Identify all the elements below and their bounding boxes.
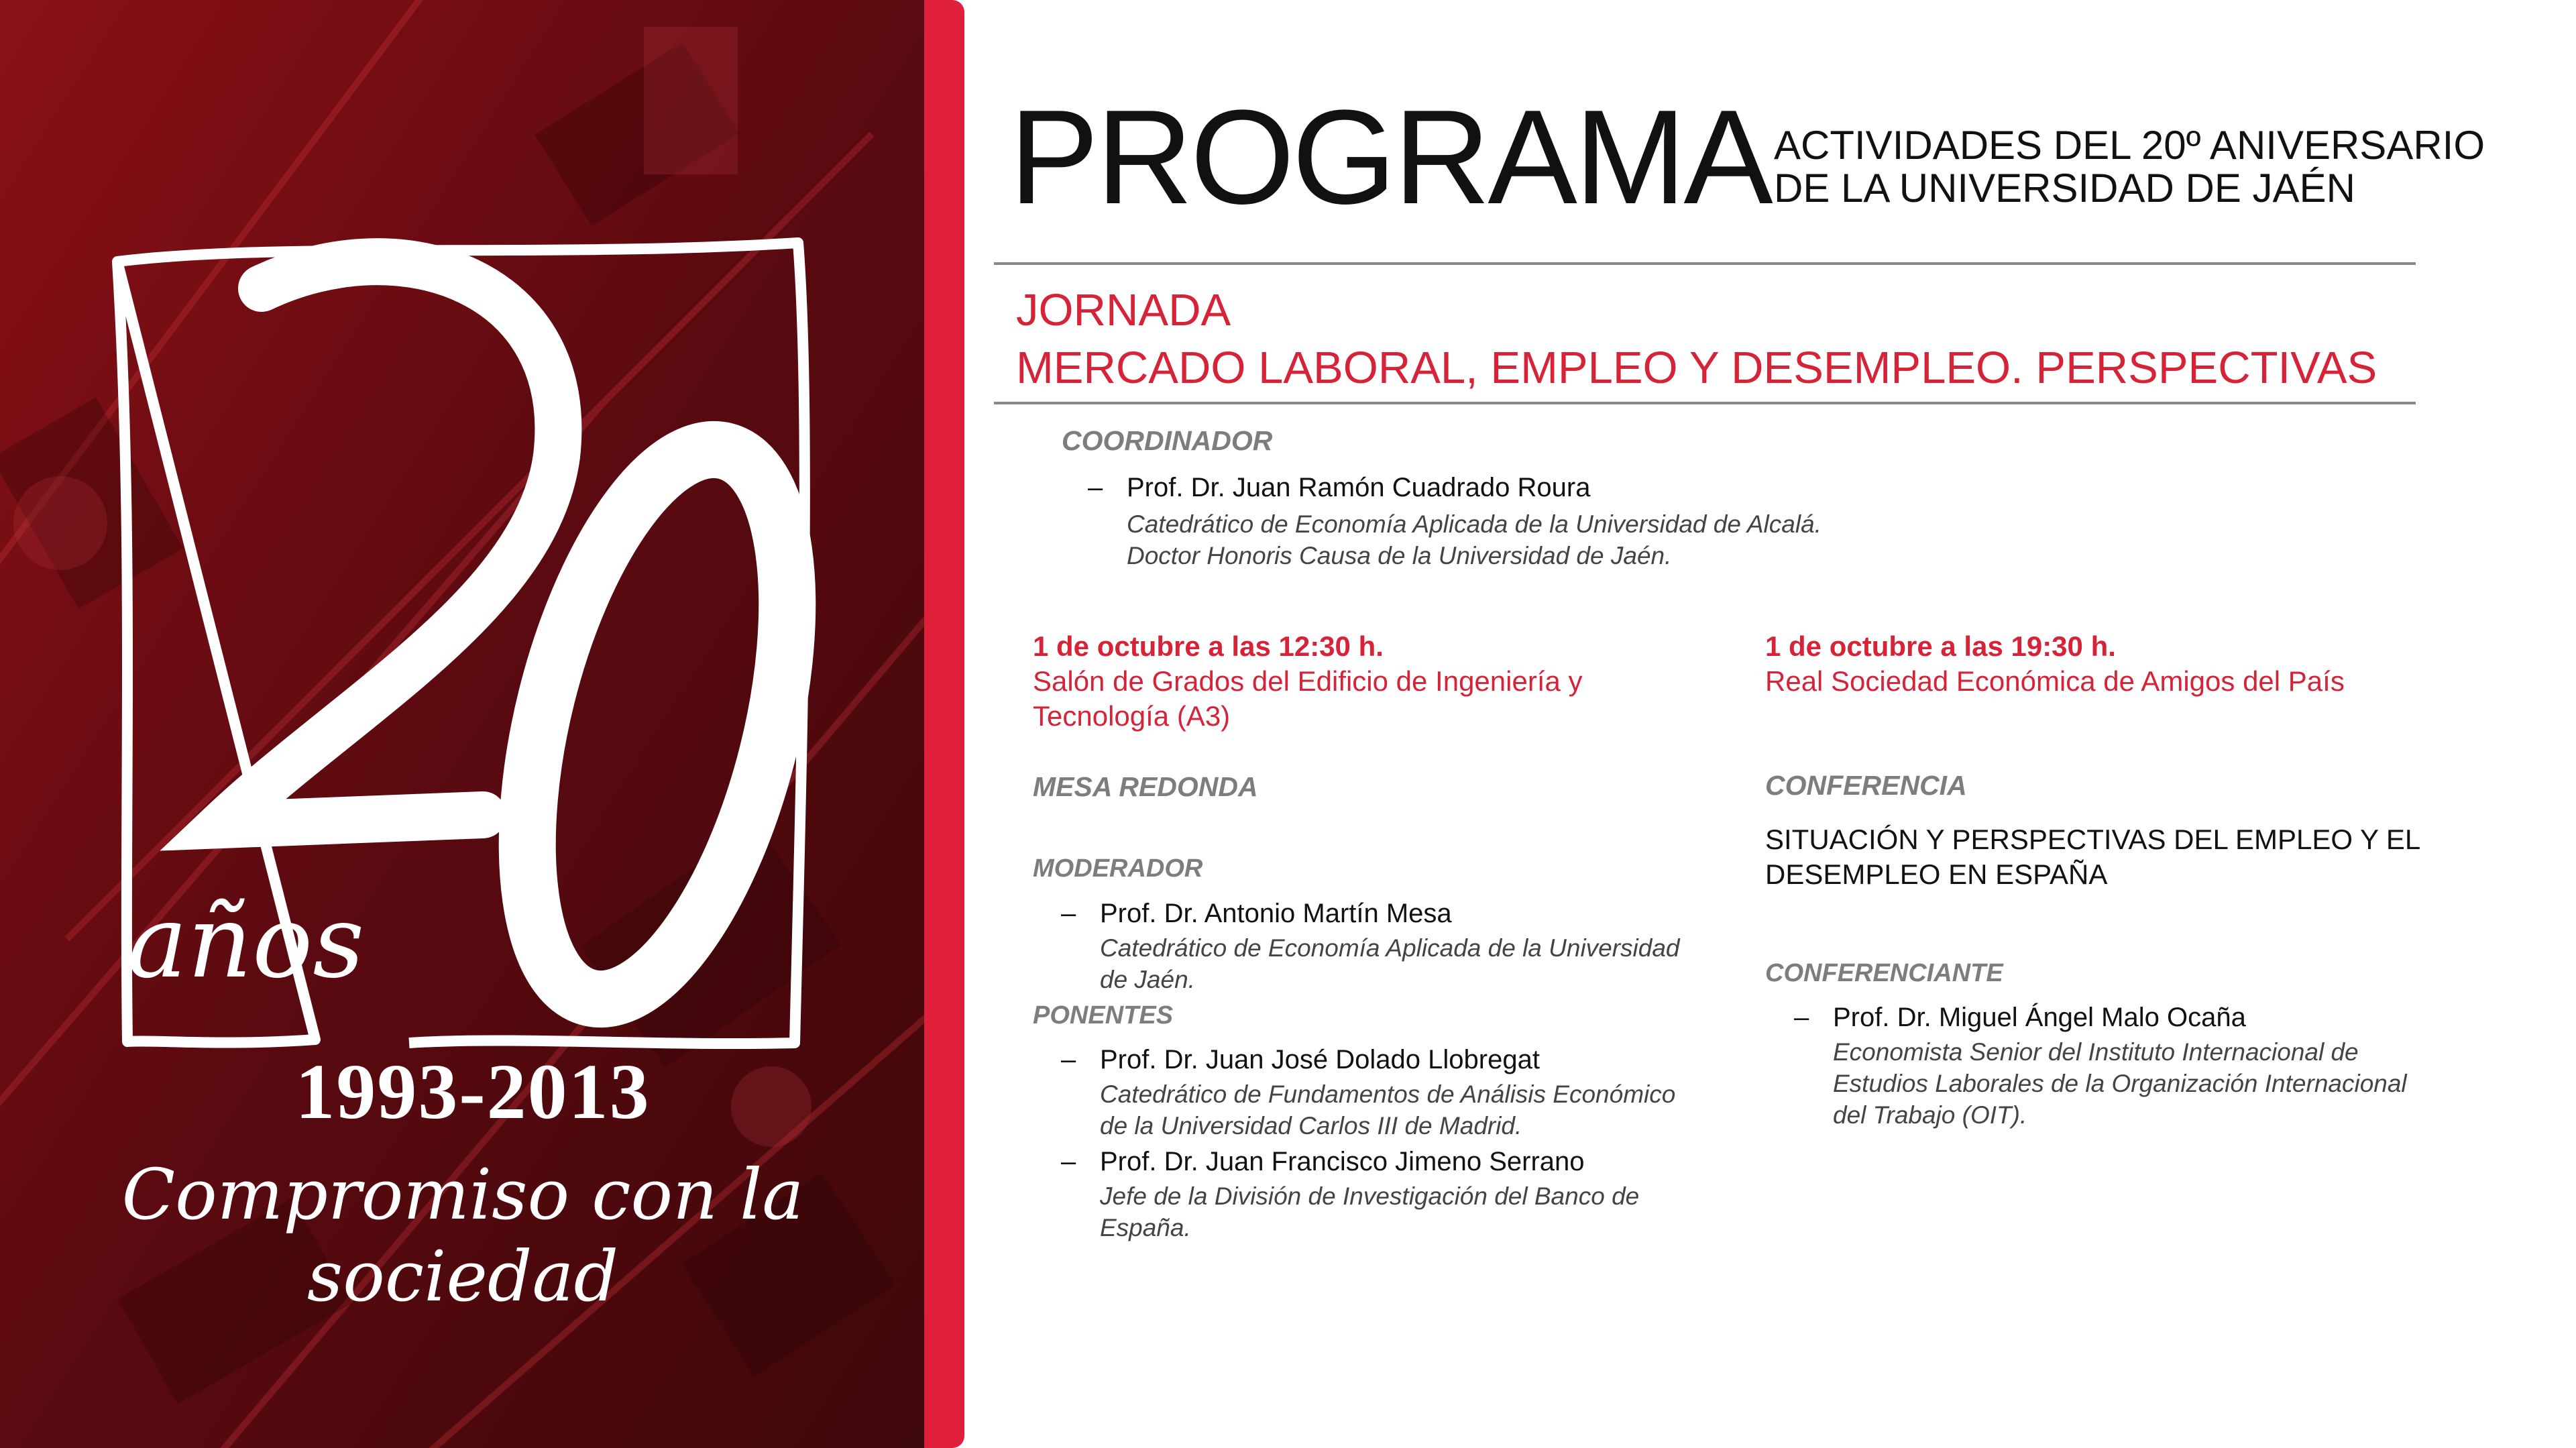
logo-anos-text: años [127,884,365,1001]
page-subtitle [1774,124,2545,210]
moderator-name: – Prof. Dr. Antonio Martín Mesa [1100,899,1452,929]
jornada-title [1016,282,2491,397]
session2-date: 1 de octubre a las 19:30 h. [1765,630,2116,662]
desc-line: Doctor Honoris Causa de la Universidad de Jaén. [1127,542,1672,569]
subtitle-line: DE LA UNIVERSIDAD DE JAÉN [1774,166,2355,211]
speaker-description [1100,1078,1757,1141]
jornada-line: JORNADA [1016,285,1231,335]
speakers-heading: PONENTES [1033,1001,1174,1029]
desc-line: Catedrático de Economía Aplicada de la Universidad [1100,934,1680,962]
logo-motto-text: Compromiso con la sociedad [121,1154,804,1317]
session2-type: CONFERENCIA [1765,770,1967,801]
session1-venue-line: Tecnología (A3) [1033,700,1231,732]
coordinator-description [1127,508,2401,571]
coordinator-name: – Prof. Dr. Juan Ramón Cuadrado Roura [1127,473,1590,503]
desc-line: Estudios Laborales de la Organización Internacional [1833,1070,2407,1097]
desc-line: de Jaén. [1100,966,1195,993]
conference-speaker-description [1833,1036,2537,1131]
desc-line: España. [1100,1214,1191,1241]
bottom-divider [994,402,2416,404]
conference-speaker-name: – Prof. Dr. Miguel Ángel Malo Ocaña [1833,1003,2246,1033]
desc-line: Economista Senior del Instituto Internacional de [1833,1038,2359,1066]
desc-line: Jefe de la División de Investigación del Banco de [1100,1182,1640,1210]
session1-date: 1 de octubre a las 12:30 h. [1033,630,1384,662]
session2-details [1765,629,2503,699]
conference-title-line: DESEMPLEO EN ESPAÑA [1765,858,2108,890]
speaker-heading: CONFERENCIANTE [1765,959,2003,987]
desc-line: Catedrático de Economía Aplicada de la Universidad de Alcalá. [1127,510,1822,538]
session2-venue-line: Real Sociedad Económica de Amigos del País [1765,665,2345,697]
speaker-name: – Prof. Dr. Juan Francisco Jimeno Serrano [1100,1147,1585,1177]
top-divider [994,262,2416,265]
coordinator-heading: COORDINADOR [1062,425,1273,456]
session1-type: MESA REDONDA [1033,771,1258,802]
accent-bar [924,0,964,1448]
page-title: PROGRAMA [1009,82,1771,232]
desc-line: Catedrático de Fundamentos de Análisis Económico [1100,1080,1676,1108]
jornada-line: MERCADO LABORAL, EMPLEO Y DESEMPLEO. PERSPECTIVAS [1016,343,2377,393]
conference-title-line: SITUACIÓN Y PERSPECTIVAS DEL EMPLEO Y EL [1765,824,2421,855]
conference-title [1765,822,2536,892]
session1-venue-line: Salón de Grados del Edificio de Ingeniería y [1033,665,1583,697]
cover-panel [0,0,924,1448]
desc-line: de la Universidad Carlos III de Madrid. [1100,1112,1522,1139]
session1-details [1033,629,1703,734]
subtitle-line: ACTIVIDADES DEL 20º ANIVERSARIO [1774,123,2485,168]
moderator-description [1100,932,1744,995]
desc-line: del Trabajo (OIT). [1833,1101,2027,1129]
speaker-name: – Prof. Dr. Juan José Dolado Llobregat [1100,1045,1540,1075]
speaker-description [1100,1180,1757,1243]
moderator-heading: MODERADOR [1033,854,1203,883]
logo-years-text: 1993-2013 [295,1048,651,1135]
